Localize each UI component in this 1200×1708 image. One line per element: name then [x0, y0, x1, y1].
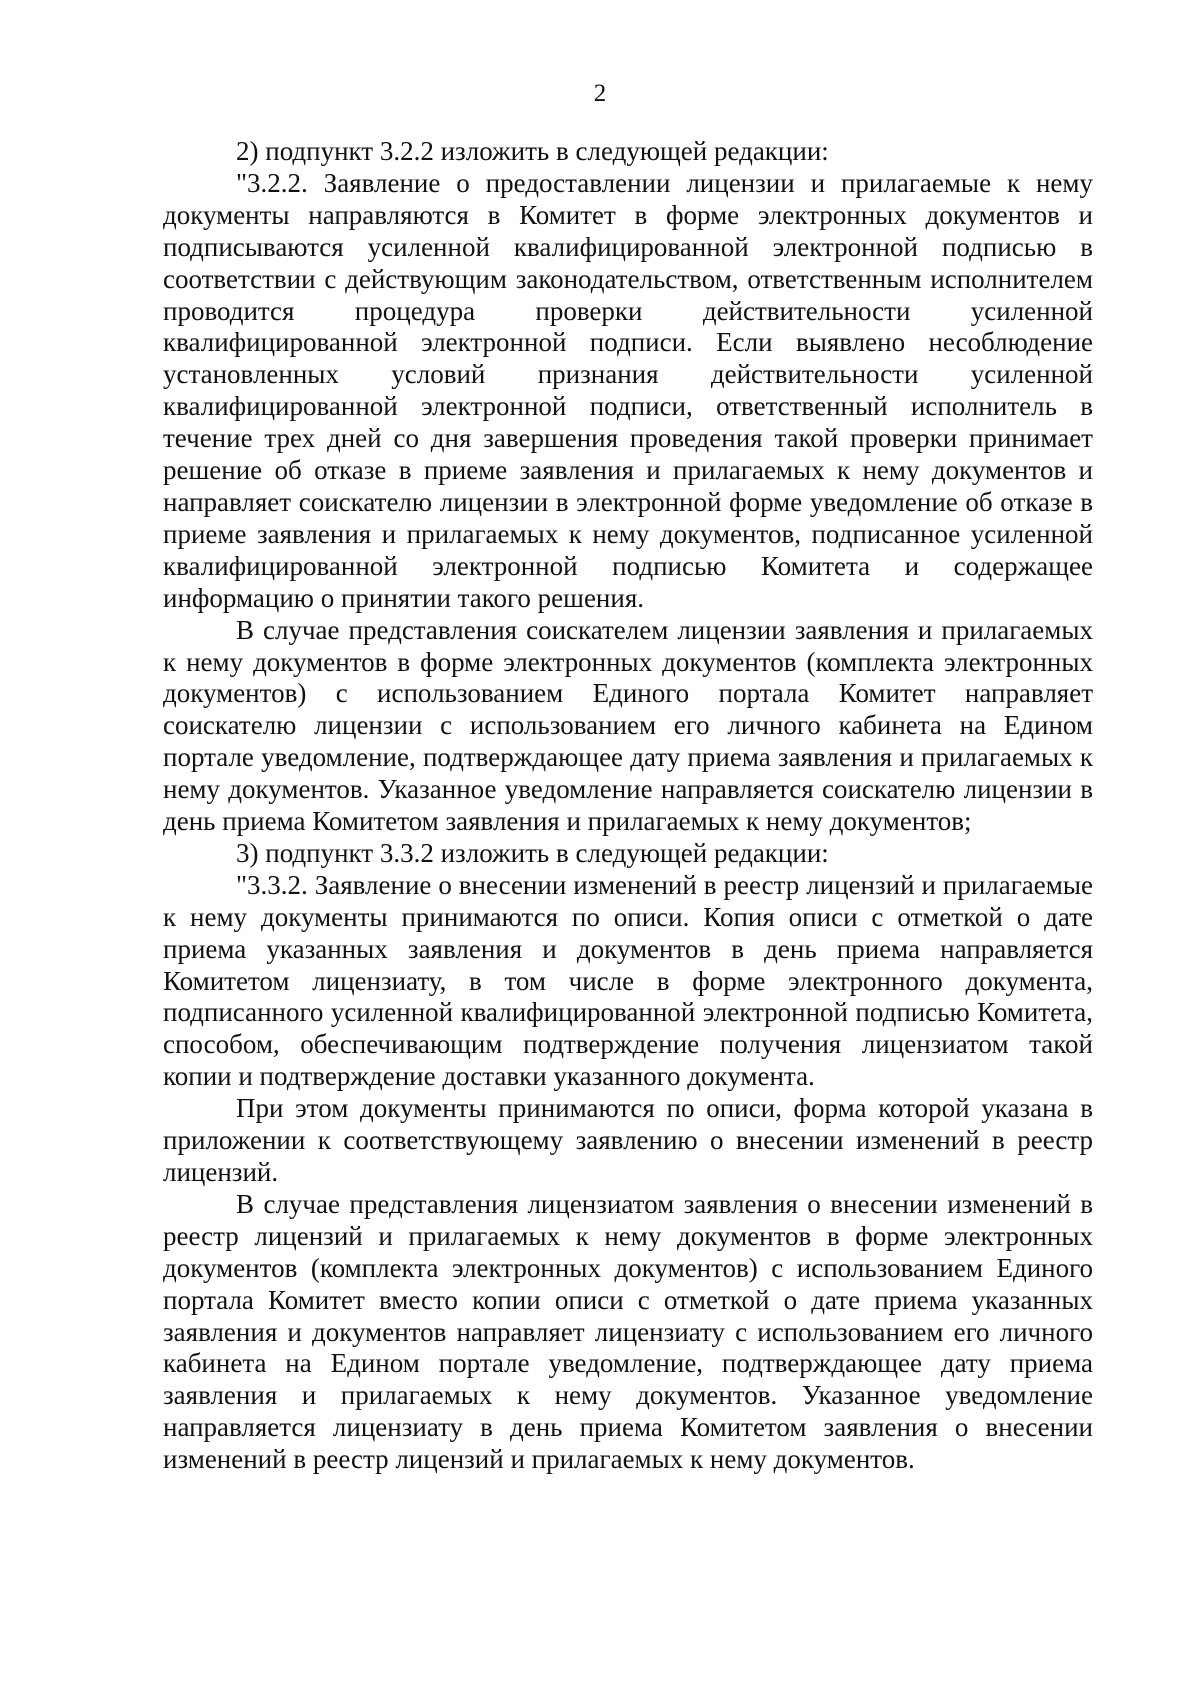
- paragraph: "3.2.2. Заявление о предоставлении лицензии и прилагаемые к нему документы направляются в Комитет в форме электронных документов и подписываются усиленной квалифицированной электронной подписью в соответствии с действующим законодательством, ответственным исполнителем проводится процедура проверки действительности усиленной квалифицированной электронной подписи. Если выявлено несоблюдение установленных условий признания действительности усиленной квалифицированной электронной подписи, ответственный исполнитель в течение трех дней со дня завершения проведения такой проверки принимает решение об отказе в приеме заявления и прилагаемых к нему документов и направляет соискателю лицензии в электронной форме уведомление об отказе в приеме заявления и прилагаемых к нему документов, подписанное усиленной квалифицированной электронной подписью Комитета и содержащее информацию о принятии такого решения.: [163, 167, 1093, 613]
- paragraph: 2) подпункт 3.2.2 изложить в следующей редакции:: [236, 136, 829, 166]
- paragraph: 3) подпункт 3.3.2 изложить в следующей редакции:: [236, 837, 829, 868]
- page-number: 2: [593, 80, 607, 107]
- paragraph: При этом документы принимаются по описи, форма которой указана в приложении к соответствующему заявлению о внесении изменений в реестр лицензий.: [163, 1093, 1093, 1187]
- paragraph: "3.3.2. Заявление о внесении изменений в реестр лицензий и прилагаемые к нему документы принимаются по описи. Копия описи с отметкой о дате приема указанных заявления и документов в день приема направляется Комитетом лицензиату, в том числе в форме электронного документа, подписанного усиленной квалифицированной электронной подписью Комитета, способом, обеспечивающим подтверждение получения лицензиатом такой копии и подтверждение доставки указанного документа.: [163, 869, 1093, 1092]
- paragraph: В случае представления соискателем лицензии заявления и прилагаемых к нему документов в форме электронных документов (комплекта электронных документов) с использованием Единого портала Комитет направляет соискателю лицензии с использованием его личного кабинета на Едином портале уведомление, подтверждающее дату приема заявления и прилагаемых к нему документов. Указанное уведомление направляется соискателю лицензии в день приема Комитетом заявления и прилагаемых к нему документов;: [163, 614, 1093, 837]
- paragraph: В случае представления лицензиатом заявления о внесении изменений в реестр лицензий и прилагаемых к нему документов в форме электронных документов (комплекта электронных документов) с использованием Единого портала Комитет вместо копии описи с отметкой о дате приема указанных заявления и документов направляет лицензиату с использованием его личного кабинета на Едином портале уведомление, подтверждающее дату приема заявления и прилагаемых к нему документов. Указанное уведомление направляется лицензиату в день приема Комитетом заявления о внесении изменений в реестр лицензий и прилагаемых к нему документов.: [163, 1188, 1093, 1475]
- document-body: [163, 136, 1093, 1476]
